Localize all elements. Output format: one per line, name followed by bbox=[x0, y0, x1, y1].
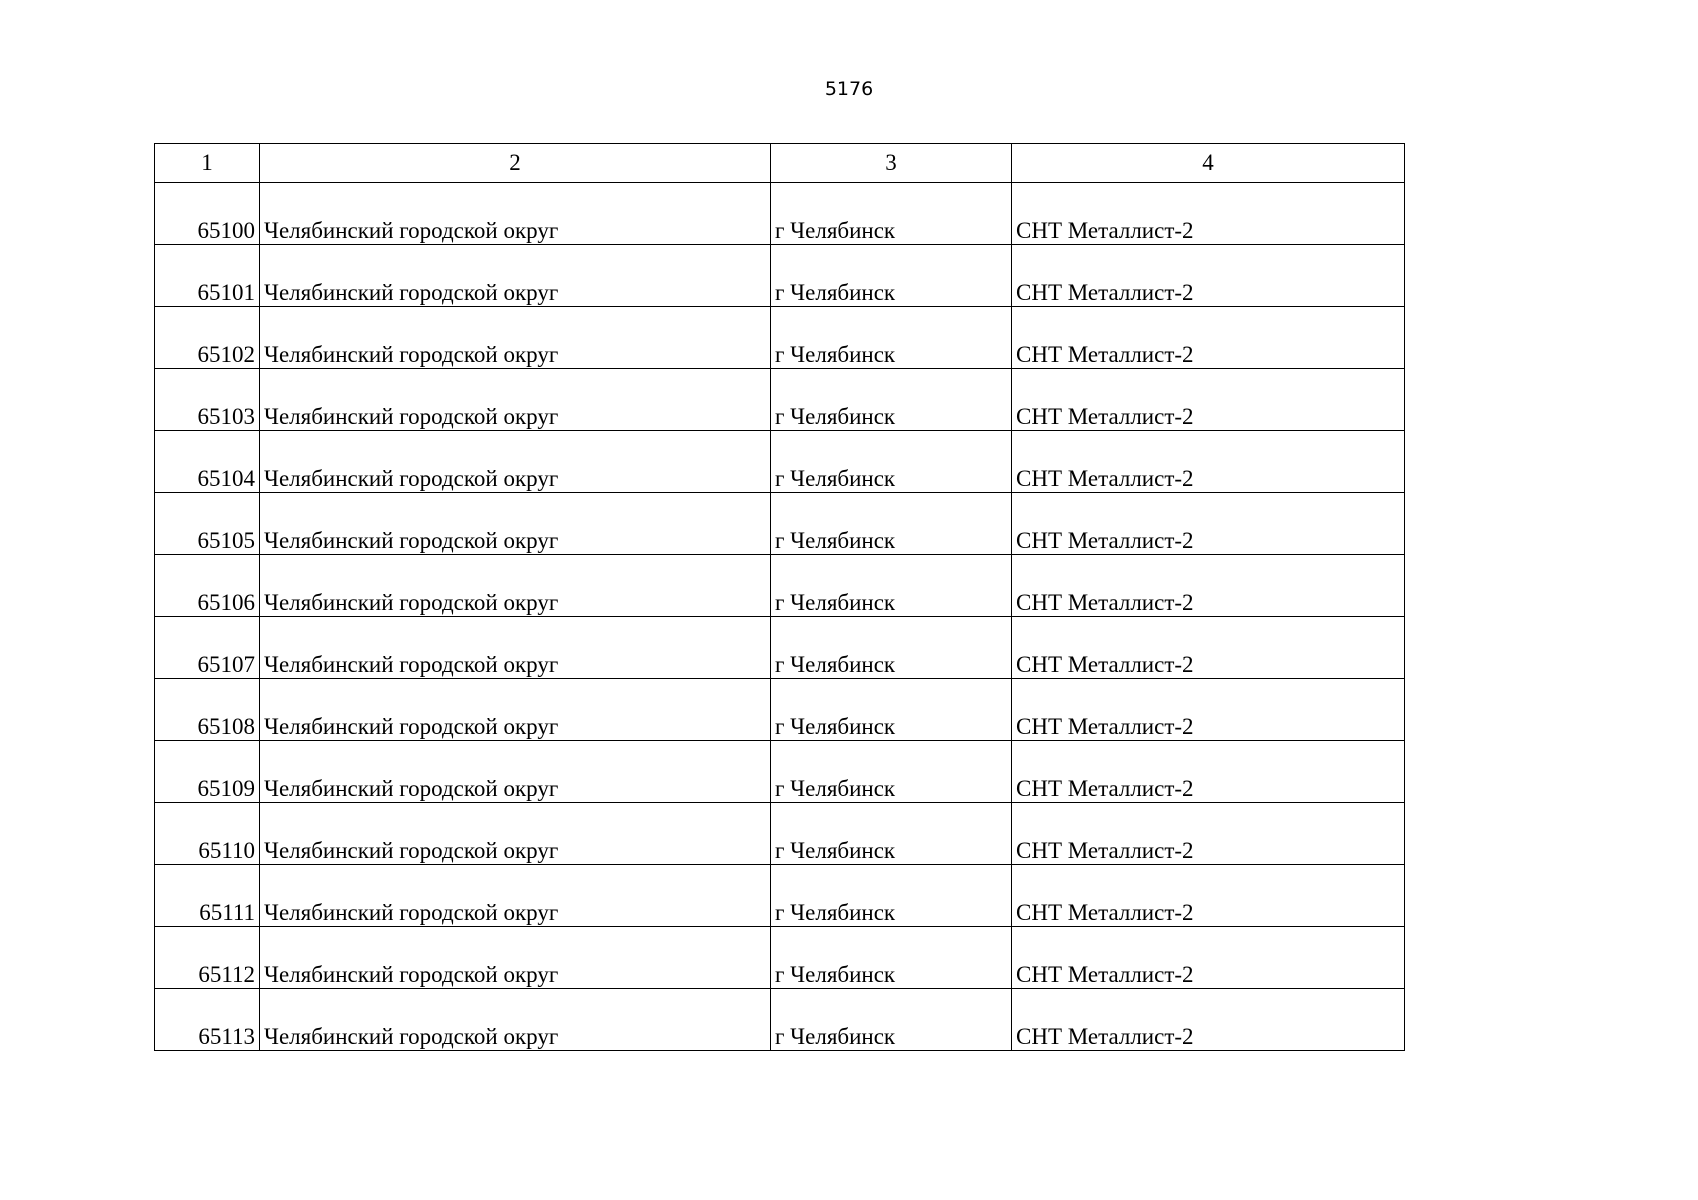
table-row bbox=[155, 555, 1405, 617]
cell-settlement: СНТ Металлист-2 bbox=[1012, 555, 1405, 617]
cell-district: Челябинский городской округ bbox=[260, 431, 771, 493]
cell-settlement: СНТ Металлист-2 bbox=[1012, 307, 1405, 369]
cell-code: 65107 bbox=[155, 617, 260, 679]
cell-district: Челябинский городской округ bbox=[260, 989, 771, 1051]
table-row bbox=[155, 493, 1405, 555]
table-row bbox=[155, 741, 1405, 803]
table-body bbox=[155, 183, 1405, 1051]
cell-city: г Челябинск bbox=[771, 493, 1012, 555]
cell-district: Челябинский городской округ bbox=[260, 803, 771, 865]
cell-code: 65101 bbox=[155, 245, 260, 307]
cell-settlement: СНТ Металлист-2 bbox=[1012, 927, 1405, 989]
table-row bbox=[155, 431, 1405, 493]
cell-settlement: СНТ Металлист-2 bbox=[1012, 679, 1405, 741]
cell-settlement: СНТ Металлист-2 bbox=[1012, 617, 1405, 679]
column-header: 4 bbox=[1012, 144, 1405, 183]
cell-code: 65111 bbox=[155, 865, 260, 927]
cell-city: г Челябинск bbox=[771, 989, 1012, 1051]
table-row bbox=[155, 369, 1405, 431]
cell-district: Челябинский городской округ bbox=[260, 679, 771, 741]
cell-district: Челябинский городской округ bbox=[260, 245, 771, 307]
cell-city: г Челябинск bbox=[771, 369, 1012, 431]
cell-settlement: СНТ Металлист-2 bbox=[1012, 803, 1405, 865]
column-header: 3 bbox=[771, 144, 1012, 183]
cell-district: Челябинский городской округ bbox=[260, 741, 771, 803]
cell-city: г Челябинск bbox=[771, 679, 1012, 741]
cell-city: г Челябинск bbox=[771, 431, 1012, 493]
column-header: 1 bbox=[155, 144, 260, 183]
cell-settlement: СНТ Металлист-2 bbox=[1012, 865, 1405, 927]
cell-code: 65113 bbox=[155, 989, 260, 1051]
cell-city: г Челябинск bbox=[771, 741, 1012, 803]
cell-district: Челябинский городской округ bbox=[260, 555, 771, 617]
cell-code: 65103 bbox=[155, 369, 260, 431]
column-header: 2 bbox=[260, 144, 771, 183]
table-row bbox=[155, 307, 1405, 369]
cell-settlement: СНТ Металлист-2 bbox=[1012, 431, 1405, 493]
page-number: 5176 bbox=[824, 78, 874, 100]
data-table bbox=[154, 143, 1405, 1051]
cell-code: 65108 bbox=[155, 679, 260, 741]
cell-city: г Челябинск bbox=[771, 245, 1012, 307]
cell-code: 65105 bbox=[155, 493, 260, 555]
cell-district: Челябинский городской округ bbox=[260, 183, 771, 245]
table-row bbox=[155, 245, 1405, 307]
cell-settlement: СНТ Металлист-2 bbox=[1012, 741, 1405, 803]
table-row bbox=[155, 989, 1405, 1051]
cell-settlement: СНТ Металлист-2 bbox=[1012, 369, 1405, 431]
cell-settlement: СНТ Металлист-2 bbox=[1012, 183, 1405, 245]
table-row bbox=[155, 865, 1405, 927]
cell-code: 65100 bbox=[155, 183, 260, 245]
cell-code: 65102 bbox=[155, 307, 260, 369]
cell-code: 65106 bbox=[155, 555, 260, 617]
cell-district: Челябинский городской округ bbox=[260, 307, 771, 369]
table-header-row bbox=[155, 144, 1405, 183]
cell-city: г Челябинск bbox=[771, 307, 1012, 369]
cell-district: Челябинский городской округ bbox=[260, 927, 771, 989]
cell-code: 65110 bbox=[155, 803, 260, 865]
table-row bbox=[155, 617, 1405, 679]
table-row bbox=[155, 927, 1405, 989]
table-row bbox=[155, 679, 1405, 741]
cell-code: 65112 bbox=[155, 927, 260, 989]
cell-city: г Челябинск bbox=[771, 927, 1012, 989]
cell-settlement: СНТ Металлист-2 bbox=[1012, 989, 1405, 1051]
cell-city: г Челябинск bbox=[771, 865, 1012, 927]
table-row bbox=[155, 183, 1405, 245]
cell-code: 65109 bbox=[155, 741, 260, 803]
cell-city: г Челябинск bbox=[771, 617, 1012, 679]
cell-district: Челябинский городской округ bbox=[260, 493, 771, 555]
cell-district: Челябинский городской округ bbox=[260, 865, 771, 927]
cell-settlement: СНТ Металлист-2 bbox=[1012, 493, 1405, 555]
cell-city: г Челябинск bbox=[771, 555, 1012, 617]
cell-district: Челябинский городской округ bbox=[260, 369, 771, 431]
cell-district: Челябинский городской округ bbox=[260, 617, 771, 679]
cell-city: г Челябинск bbox=[771, 183, 1012, 245]
cell-code: 65104 bbox=[155, 431, 260, 493]
table-row bbox=[155, 803, 1405, 865]
cell-city: г Челябинск bbox=[771, 803, 1012, 865]
cell-settlement: СНТ Металлист-2 bbox=[1012, 245, 1405, 307]
